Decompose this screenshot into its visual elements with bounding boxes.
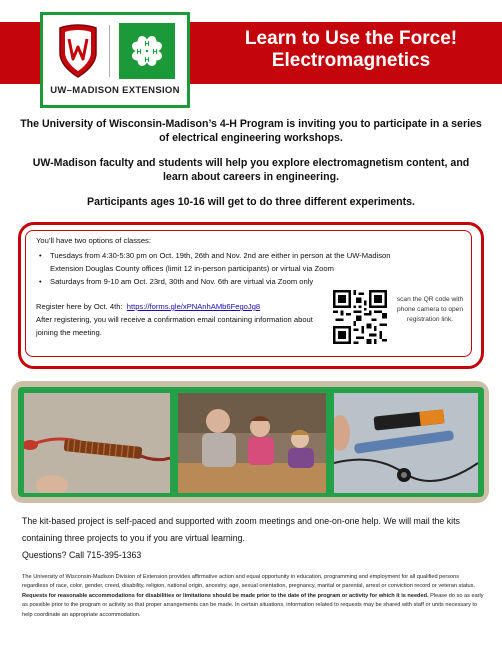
fineprint-part-1: The University of Wisconsin-Madison Division of Extension provides affirmative action and equal opportunity in education, programming and employment for all qualified persons regardless of race, color, gender, creed, disability, religion, national origin, ancestry, age, sexual orientation, pregnancy, marital or parental, arrest or conviction record or veteran status. [22, 574, 476, 590]
uw-extension-logo [40, 12, 190, 108]
page-title [200, 28, 502, 72]
nondiscrimination-statement [22, 573, 484, 620]
intro-paragraph-1: The University of Wisconsin-Madison’s 4-H Program is inviting you to participate in a series of electrical engineering workshops. [20, 118, 482, 144]
fineprint-accommodations: Requests for reasonable accommodations for disabilities or limitations should be made prior to the date of the program or activity for which it is needed. [22, 592, 429, 599]
qr-caption: scan the QR code with phone camera to open registration link. [396, 296, 464, 323]
family-workshop-photo [178, 393, 326, 493]
battery-experiment-photo [334, 393, 478, 493]
svg-text:H: H [152, 49, 158, 56]
questions-contact: Questions? Call 715-395-1363 [22, 550, 142, 560]
registration-block [36, 300, 326, 339]
logo-divider [109, 25, 110, 77]
after-register-text: After registering, you will receive a confirmation email containing information about joining the meeting. [36, 315, 313, 337]
class-option-tuesday: • Tuesdays from 4:30-5:30 pm on Oct. 19th, 26th and Nov. 2nd are either in person at the UW-Madison Extension Douglas County offices (limit 12 in-person participants) or virtual via Zoom [36, 249, 408, 275]
coil-photo [24, 393, 170, 493]
registration-link[interactable]: https://forms.gle/xPNAnhAMb6FegoJg8 [126, 302, 261, 311]
intro-paragraph-2: UW-Madison faculty and students will help you explore electromagnetism content, and learn about careers in engineering. [32, 157, 470, 183]
4h-clover-icon [119, 23, 175, 79]
register-label: Register here by Oct. 4th: [36, 302, 123, 311]
fineprint-part-2: Please do so as early as possible prior to the program or activity so that proper arrangements can be made. In certain situations, information related to requests may be shared with staff or units necessary to help coordinate an appropriate accommodation. [22, 592, 484, 618]
options-heading: You’ll have two options of classes: [36, 236, 151, 245]
class-option-saturday: • Saturdays from 9-10 am Oct. 23rd, 30th and Nov. 6th are virtual via Zoom only [36, 275, 408, 288]
kit-paragraph: The kit-based project is self-paced and supported with zoom meetings and one-on-one help. We will mail the kits containing three projects to you if you are virtual learning. [22, 516, 460, 543]
logo-text: UW–MADISON EXTENSION [50, 85, 180, 96]
svg-text:H: H [144, 41, 150, 48]
title-line-2: Electromagnetics [271, 50, 431, 71]
qr-code-icon[interactable] [333, 290, 387, 344]
uw-crest-icon [57, 23, 99, 79]
svg-text:H: H [144, 57, 150, 64]
intro-paragraph-3: Participants ages 10-16 will get to do three different experiments. [87, 196, 415, 208]
title-line-1: Learn to Use the Force! [244, 28, 458, 49]
class-options-list [36, 249, 408, 288]
svg-text:H: H [136, 49, 142, 56]
